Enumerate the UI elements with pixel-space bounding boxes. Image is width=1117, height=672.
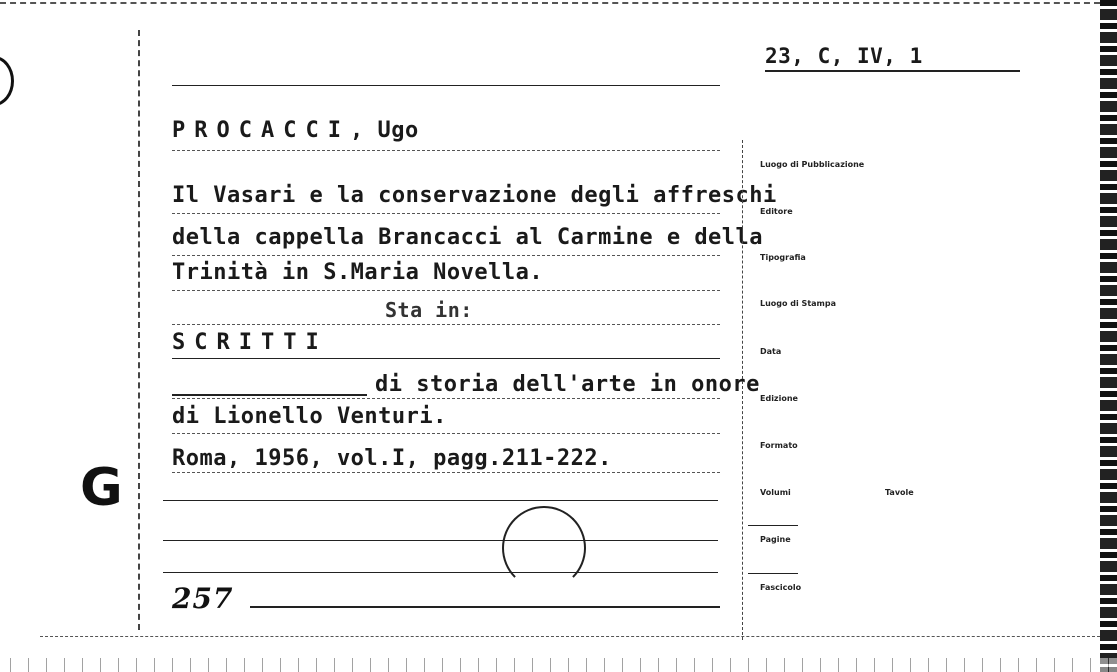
scan-bottom-edge — [0, 658, 1117, 672]
author-line — [172, 118, 419, 143]
form-label-print-place: Luogo di Stampa — [760, 299, 836, 308]
punch-hole-mark — [0, 56, 14, 106]
handwritten-number: 257 — [172, 582, 234, 615]
title-line-2: della cappella Brancacci al Carmine e della — [172, 225, 764, 250]
rule-title-1 — [172, 213, 720, 214]
in-label: Sta in: — [385, 298, 473, 322]
rule-title-2 — [172, 255, 720, 256]
title-line-3: Trinità in S.Maria Novella. — [172, 260, 544, 285]
rule-blank-3 — [163, 572, 718, 573]
form-label-volumes: Volumi — [760, 488, 791, 497]
rule-series-2 — [172, 433, 720, 434]
author-surname: PROCACCI — [172, 118, 350, 143]
rule-in — [172, 324, 720, 325]
form-label-fascicle: Fascicolo — [760, 583, 802, 592]
scan-right-edge — [1100, 0, 1117, 672]
rule-author — [172, 150, 720, 151]
form-rule-pages — [748, 525, 798, 526]
form-column-line — [742, 140, 743, 640]
form-label-pages: Pagine — [760, 535, 791, 544]
rule-series — [172, 358, 720, 359]
rule-top — [172, 85, 720, 86]
imprint: Roma, 1956, vol.I, pagg.211-222. — [172, 446, 612, 471]
card-margin-line — [138, 30, 140, 630]
series-title: SCRITTI — [172, 330, 328, 355]
rule-blank-2 — [163, 540, 718, 541]
margin-letter: G — [80, 458, 123, 518]
form-label-place: Luogo di Pubblicazione — [760, 160, 865, 169]
form-label-publisher: Editore — [760, 207, 793, 216]
shelfmark: 23, C, IV, 1 — [765, 44, 1020, 72]
rule-imprint — [172, 472, 720, 473]
form-label-format: Formato — [760, 441, 798, 450]
rule-series-blank — [172, 394, 367, 396]
title-line-1: Il Vasari e la conservazione degli affreschi — [172, 183, 777, 208]
form-label-edition: Edizione — [760, 394, 798, 403]
punch-hole-arc — [502, 506, 586, 590]
series-line-2: di Lionello Venturi. — [172, 404, 447, 429]
form-label-date: Data — [760, 347, 782, 356]
rule-title-3 — [172, 290, 720, 291]
scan-top-edge — [0, 2, 1100, 4]
rule-series-1 — [172, 398, 720, 399]
rule-blank-4 — [250, 606, 720, 608]
form-label-printer: Tipografia — [760, 253, 806, 262]
form-label-plates: Tavole — [885, 488, 914, 497]
series-line-1: di storia dell'arte in onore — [375, 372, 760, 397]
card-bottom-rule — [40, 636, 1100, 637]
rule-blank-1 — [163, 500, 718, 501]
form-rule-fascicle — [748, 573, 798, 574]
author-first-name: , Ugo — [349, 118, 419, 143]
